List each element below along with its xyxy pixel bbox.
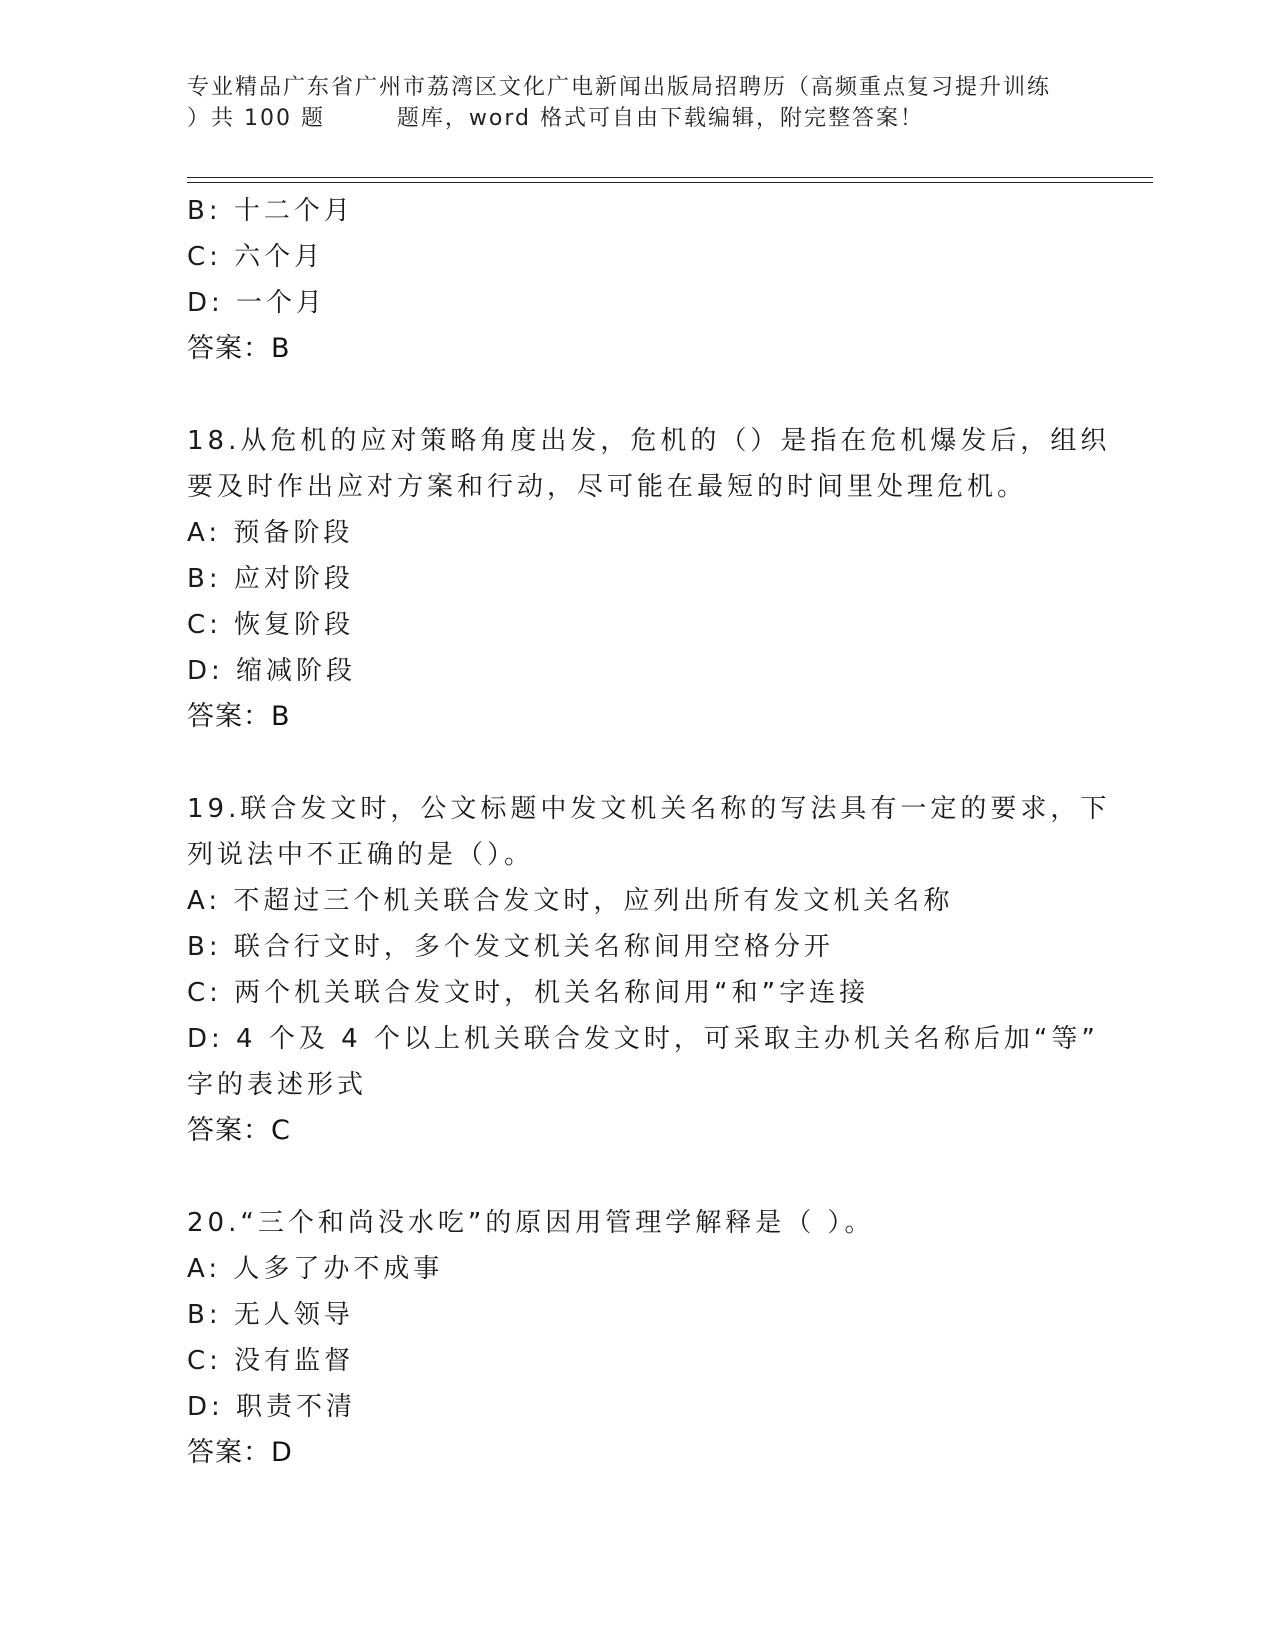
header-rule-top xyxy=(187,177,1153,178)
question-stem-cont: 列说法中不正确的是（）。 xyxy=(187,840,535,870)
option-d: D: 职责不清 xyxy=(187,1392,357,1422)
question-18 xyxy=(187,418,1111,740)
option-c: C: 六个月 xyxy=(187,242,325,272)
answer-label: 答案：D xyxy=(187,1437,293,1468)
option-b: B: 联合行文时，多个发文机关名称间用空格分开 xyxy=(187,932,834,962)
option-c: C: 恢复阶段 xyxy=(187,610,355,640)
option-d: D: 一个月 xyxy=(187,288,327,318)
option-a: A: 不超过三个机关联合发文时，应列出所有发文机关名称 xyxy=(187,886,954,916)
question-20 xyxy=(187,1200,1087,1476)
question-stem-cont: 要及时作出应对方案和行动，尽可能在最短的时间里处理危机。 xyxy=(187,472,1028,502)
option-d: D: 缩减阶段 xyxy=(187,656,357,686)
answer-label: 答案：B xyxy=(187,333,291,364)
header-rule-bottom xyxy=(187,182,1153,183)
document-body xyxy=(187,188,1111,1476)
option-d: D: 4 个及 4 个以上机关联合发文时，可采取主办机关名称后加“等” xyxy=(187,1024,1099,1054)
spacer xyxy=(187,372,1087,418)
document-header xyxy=(187,72,1087,134)
option-b: B: 应对阶段 xyxy=(187,564,354,594)
question-17-tail xyxy=(187,188,1087,372)
header-line-1: 专业精品广东省广州市荔湾区文化广电新闻出版局招聘历（高频重点复习提升训练 xyxy=(187,75,1052,100)
option-c: C: 两个机关联合发文时，机关名称间用“和”字连接 xyxy=(187,978,870,1008)
question-stem: 19.联合发文时，公文标题中发文机关名称的写法具有一定的要求，下 xyxy=(187,794,1111,824)
option-a: A: 预备阶段 xyxy=(187,518,354,548)
question-19 xyxy=(187,786,1111,1154)
header-line-2: ）共 100 题 题库，word 格式可自由下载编辑，附完整答案！ xyxy=(187,106,924,131)
spacer xyxy=(187,740,1087,786)
answer-label: 答案：B xyxy=(187,701,291,732)
question-stem: 18.从危机的应对策略角度出发，危机的（）是指在危机爆发后，组织 xyxy=(187,426,1111,456)
option-b: B: 无人领导 xyxy=(187,1300,354,1330)
option-d-cont: 字的表述形式 xyxy=(187,1070,368,1100)
option-a: A: 人多了办不成事 xyxy=(187,1254,444,1284)
spacer xyxy=(187,1154,1087,1200)
answer-label: 答案：C xyxy=(187,1115,291,1146)
option-c: C: 没有监督 xyxy=(187,1346,355,1376)
option-b: B: 十二个月 xyxy=(187,196,354,226)
question-stem: 20.“三个和尚没水吃”的原因用管理学解释是（ ）。 xyxy=(187,1208,875,1238)
